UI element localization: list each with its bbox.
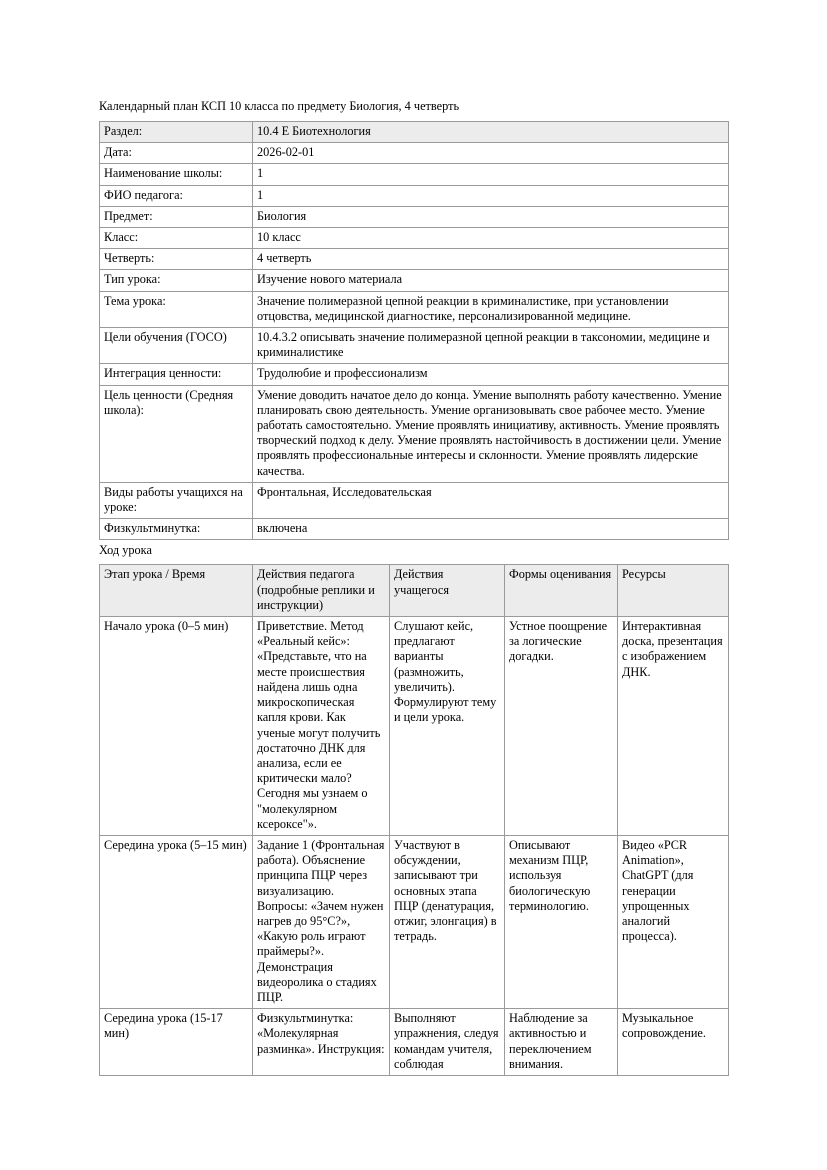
meta-value: 2026-02-01 (253, 143, 729, 164)
cell-teacher-actions: Задание 1 (Фронтальная работа). Объяснение принципа ПЦР через визуализацию. Вопросы: «Зачем нужен нагрев до 95°C?», «Какую роль играют праймеры?». Демонстрация видеоролика о стадиях ПЦР. (253, 835, 390, 1008)
meta-value: 1 (253, 164, 729, 185)
table-row (100, 519, 729, 540)
lesson-flow-table-body (100, 617, 729, 1076)
table-row (100, 206, 729, 227)
column-header-assessment-forms: Формы оценивания (505, 565, 618, 617)
cell-resources: Интерактивная доска, презентация с изображением ДНК. (618, 617, 729, 836)
meta-value: 4 четверть (253, 249, 729, 270)
table-row (100, 228, 729, 249)
cell-student-actions: Участвуют в обсуждении, записывают три основных этапа ПЦР (денатурация, отжиг, элонгация) в тетрадь. (390, 835, 505, 1008)
lesson-flow-table (99, 564, 729, 1076)
meta-value: 10.4 E Биотехнология (253, 122, 729, 143)
meta-value: включена (253, 519, 729, 540)
meta-value: 1 (253, 185, 729, 206)
column-header-stage: Этап урока / Время (100, 565, 253, 617)
meta-value: Трудолюбие и профессионализм (253, 364, 729, 385)
cell-resources: Видео «PCR Animation», ChatGPT (для генерации упрощенных аналогий процесса). (618, 835, 729, 1008)
meta-label: Интеграция ценности: (100, 364, 253, 385)
page-title: Календарный план КСП 10 класса по предмету Биология, 4 четверть (99, 99, 460, 113)
meta-label: Физкультминутка: (100, 519, 253, 540)
cell-student-actions: Выполняют упражнения, следуя командам учителя, соблюдая (390, 1009, 505, 1076)
table-row (100, 164, 729, 185)
meta-label: Цели обучения (ГОСО) (100, 328, 253, 364)
meta-label: Класс: (100, 228, 253, 249)
cell-teacher-actions: Приветствие. Метод «Реальный кейс»: «Представьте, что на месте происшествия найдена лишь одна микроскопическая капля крови. Как ученые могут получить достаточно ДНК для анализа, если ее критически мало? Сегодня мы узнаем о "молекулярном ксероксе"». (253, 617, 390, 836)
meta-label: Наименование школы: (100, 164, 253, 185)
meta-value: Умение доводить начатое дело до конца. Умение выполнять работу качественно. Умение планировать свою деятельность. Умение организовывать свое рабочее место. Умение работать самостоятельно. Умение проявлять инициативу, активность. Умение проявлять творческий подход к делу. Умение проявлять настойчивость в достижении цели. Умение проявлять профессиональные интересы и склонности. Умение проявлять лидерские качества. (253, 385, 729, 482)
lesson-flow-heading: Ход урока (99, 543, 152, 558)
meta-value: Биология (253, 206, 729, 227)
cell-resources: Музыкальное сопровождение. (618, 1009, 729, 1076)
column-header-resources: Ресурсы (618, 565, 729, 617)
meta-value: Фронтальная, Исследовательская (253, 482, 729, 518)
meta-label: Раздел: (100, 122, 253, 143)
table-row (100, 122, 729, 143)
table-row (100, 249, 729, 270)
meta-value: Значение полимеразной цепной реакции в криминалистике, при установлении отцовства, медицинской диагностике, персонализированной медицине. (253, 291, 729, 327)
table-row (100, 328, 729, 364)
meta-label: Тип урока: (100, 270, 253, 291)
cell-stage: Начало урока (0–5 мин) (100, 617, 253, 836)
cell-assessment-forms: Описывают механизм ПЦР, используя биологическую терминологию. (505, 835, 618, 1008)
meta-label: Цель ценности (Средняя школа): (100, 385, 253, 482)
lesson-flow-table-head (100, 565, 729, 617)
table-row (100, 185, 729, 206)
table-row (100, 364, 729, 385)
table-row (100, 143, 729, 164)
table-header-row (100, 565, 729, 617)
table-row (100, 1009, 729, 1076)
cell-assessment-forms: Устное поощрение за логические догадки. (505, 617, 618, 836)
cell-teacher-actions: Физкультминутка: «Молекулярная разминка». Инструкция: (253, 1009, 390, 1076)
cell-student-actions: Слушают кейс, предлагают варианты (размножить, увеличить). Формулируют тему и цели урока. (390, 617, 505, 836)
meta-value: 10 класс (253, 228, 729, 249)
meta-value: 10.4.3.2 описывать значение полимеразной цепной реакции в таксономии, медицине и криминалистике (253, 328, 729, 364)
meta-value: Изучение нового материала (253, 270, 729, 291)
cell-assessment-forms: Наблюдение за активностью и переключением внимания. (505, 1009, 618, 1076)
cell-stage: Середина урока (5–15 мин) (100, 835, 253, 1008)
meta-label: Дата: (100, 143, 253, 164)
table-row (100, 385, 729, 482)
table-row (100, 482, 729, 518)
meta-label: Предмет: (100, 206, 253, 227)
table-row (100, 617, 729, 836)
meta-label: Виды работы учащихся на уроке: (100, 482, 253, 518)
meta-label: ФИО педагога: (100, 185, 253, 206)
meta-label: Тема урока: (100, 291, 253, 327)
cell-stage: Середина урока (15-17 мин) (100, 1009, 253, 1076)
column-header-teacher-actions: Действия педагога (подробные реплики и инструкции) (253, 565, 390, 617)
meta-label: Четверть: (100, 249, 253, 270)
table-row (100, 835, 729, 1008)
column-header-student-actions: Действия учащегося (390, 565, 505, 617)
table-row (100, 291, 729, 327)
lesson-meta-table (99, 121, 729, 540)
lesson-meta-table-body (100, 122, 729, 540)
table-row (100, 270, 729, 291)
